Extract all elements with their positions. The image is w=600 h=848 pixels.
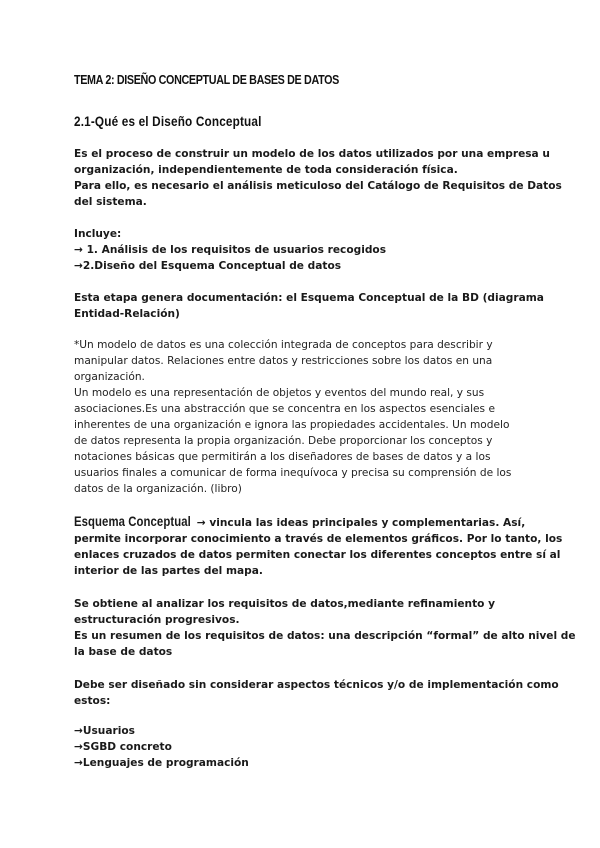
etapa-line: Entidad-Relación) [74, 308, 180, 320]
modelo-line: notaciones básicas que permitirán a los diseñadores de bases de datos y a los [74, 451, 491, 463]
incluye-label: Incluye: [74, 228, 122, 240]
etapa-paragraph [74, 290, 544, 322]
etapa-line: Esta etapa genera documentación: el Esquema Conceptual de la BD (diagrama [74, 292, 544, 304]
esquema-paragraph [74, 514, 563, 579]
aspectos-list [74, 723, 526, 771]
esquema-first-line-text: → vincula las ideas principales y complementarias. Así, [193, 517, 526, 529]
section-heading: 2.1-Qué es el Diseño Conceptual [74, 113, 262, 129]
incluye-item: →2.Diseño del Esquema Conceptual de datos [74, 260, 342, 272]
modelo-line: asociaciones.Es una abstracción que se concentra en los aspectos esenciales e [74, 403, 495, 415]
disenado-line: Debe ser diseñado sin considerar aspectos técnicos y/o de implementación como [74, 679, 559, 691]
modelo-line: de datos representa la propia organización. Debe proporcionar los conceptos y [74, 435, 493, 447]
modelo-line: organización. [74, 371, 145, 383]
incluye-list [74, 226, 526, 274]
modelo-line: datos de la organización. (libro) [74, 483, 242, 495]
esquema-line: enlaces cruzados de datos permiten conectar los diferentes conceptos entre sí al [74, 549, 561, 561]
disenado-line: estos: [74, 695, 111, 707]
aspectos-item: →Usuarios [74, 725, 135, 737]
esquema-first-line [74, 514, 526, 531]
esquema-line: interior de las partes del mapa. [74, 565, 263, 577]
aspectos-item: →Lenguajes de programación [74, 757, 249, 769]
obtiene-line: Es un resumen de los requisitos de datos: una descripción “formal” de alto nivel de [74, 630, 576, 642]
intro-line: Es el proceso de construir un modelo de los datos utilizados por una empresa u [74, 148, 550, 160]
obtiene-paragraph [74, 596, 576, 660]
intro-line: organización, independientemente de toda consideración física. [74, 164, 458, 176]
aspectos-item: →SGBD concreto [74, 741, 172, 753]
document-title: TEMA 2: DISEÑO CONCEPTUAL DE BASES DE DATOS [74, 73, 339, 87]
modelo-line: inherentes de una organización e ignora las propiedades accidentales. Un modelo [74, 419, 510, 431]
intro-line: del sistema. [74, 196, 147, 208]
esquema-line: permite incorporar conocimiento a través de elementos gráficos. Por lo tanto, los [74, 533, 563, 545]
esquema-term: Esquema Conceptual [74, 514, 191, 529]
modelo-line: *Un modelo de datos es una colección integrada de conceptos para describir y [74, 339, 493, 351]
incluye-item: → 1. Análisis de los requisitos de usuarios recogidos [74, 244, 386, 256]
obtiene-line: Se obtiene al analizar los requisitos de datos,mediante refinamiento y [74, 598, 496, 610]
intro-paragraph [74, 146, 562, 210]
obtiene-line: la base de datos [74, 646, 173, 658]
obtiene-line: estructuración progresivos. [74, 614, 240, 626]
modelo-paragraph [74, 337, 526, 497]
modelo-line: usuarios finales a comunicar de forma inequívoca y precisa su comprensión de los [74, 467, 512, 479]
modelo-line: Un modelo es una representación de objetos y eventos del mundo real, y sus [74, 387, 485, 399]
disenado-paragraph [74, 677, 559, 709]
intro-line: Para ello, es necesario el análisis meticuloso del Catálogo de Requisitos de Datos [74, 180, 562, 192]
modelo-line: manipular datos. Relaciones entre datos y restricciones sobre los datos en una [74, 355, 493, 367]
